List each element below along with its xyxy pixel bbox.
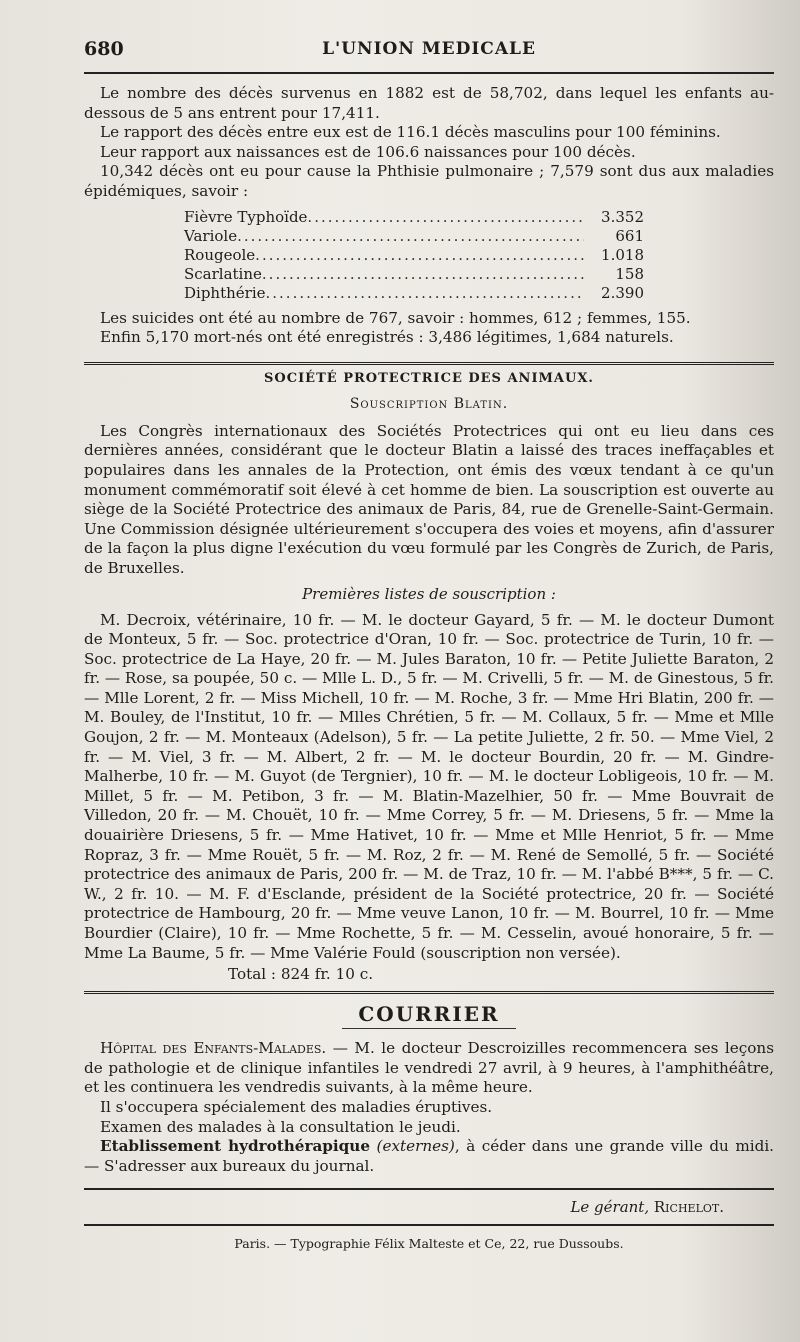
dot-leader [237, 227, 584, 246]
society-title: SOCIÉTÉ PROTECTRICE DES ANIMAUX. [264, 370, 594, 386]
courrier-title: COURRIER [342, 1002, 515, 1029]
disease-label: Diphthérie [184, 283, 266, 302]
stats-paragraph-phthisis: 10,342 décès ont eu pour cause la Phthisie pulmonaire ; 7,579 sont dus aux maladies épidémiques, savoir : [84, 162, 774, 200]
hydrotherapy-ad [84, 1137, 774, 1176]
courrier-paragraph-exam: Examen des malades à la consultation le jeudi. [100, 1117, 461, 1136]
ad-text: , à céder dans une grande ville du midi. — S'adresser aux bureaux du journal. [84, 1137, 775, 1175]
running-title: L'UNION MEDICALE [322, 39, 536, 59]
imprint-rule [84, 1224, 774, 1226]
disease-value: 661 [615, 226, 644, 245]
dot-leader [307, 208, 584, 227]
section-divider [84, 991, 774, 994]
signature-name: Richelot. [653, 1198, 724, 1217]
courrier-title-wrap [84, 1002, 774, 1029]
disease-table [184, 208, 644, 303]
courrier-paragraph-eruptive: Il s'occupera spécialement des maladies éruptives. [100, 1097, 493, 1116]
hospital-name: Hôpital des Enfants-Malades. [100, 1039, 327, 1058]
subscription-title: Souscription Blatin. [349, 395, 509, 412]
page-header [84, 34, 774, 68]
stats-paragraph-ratio: Le rapport des décès entre eux est de 116.1 décès masculins pour 100 féminins. [100, 123, 721, 142]
header-rule [84, 72, 774, 74]
subscription-list-title: Premières listes de souscription : [302, 584, 556, 603]
hospital-notice [84, 1039, 774, 1098]
disease-row [184, 265, 644, 284]
disease-label: Rougeole [184, 245, 256, 264]
page-content [84, 34, 774, 1251]
disease-row [184, 246, 644, 265]
printer-imprint: Paris. — Typographie Félix Malteste et Ce, 22, rue Dussoubs. [234, 1236, 624, 1252]
disease-label: Scarlatine [184, 264, 262, 283]
disease-row [184, 227, 644, 246]
disease-value: 2.390 [601, 283, 644, 302]
disease-row [184, 208, 644, 227]
stats-paragraph-births: Leur rapport aux naissances est de 106.6 naissances pour 100 décès. [100, 142, 636, 161]
signature [84, 1198, 724, 1216]
disease-value: 3.352 [601, 207, 644, 226]
footer-rule [84, 1188, 774, 1190]
disease-value: 1.018 [601, 245, 644, 264]
disease-label: Variole [184, 226, 238, 245]
signature-role: Le gérant, [570, 1198, 650, 1217]
dot-leader [262, 265, 584, 284]
hospital-text: — M. le docteur Descroizilles recommencera ses leçons de pathologie et de clinique infantiles le vendredi 27 avril, à 9 heures, à l'amphithéâtre, et les continuera les vendredis suivants, à la même heure. [84, 1039, 774, 1097]
courrier-section [84, 1002, 774, 1176]
disease-label: Fièvre Typhoïde [184, 207, 308, 226]
subscription-list: M. Decroix, vétérinaire, 10 fr. — M. le docteur Gayard, 5 fr. — M. le docteur Dumont de Monteux, 5 fr. — Soc. protectrice d'Oran, 10 fr. — Soc. protectrice de Turin, 10 fr. — Soc. protectrice de La Haye, 20 fr. — M. Jules Baraton, 10 fr. — Petite Juliette Baraton, 2 fr. — Rose, sa poupée, 50 c. — Mlle L. D., 5 fr. — M. Crivelli, 5 fr. — M. de Ginestous, 5 fr. — Mlle Lorent, 2 fr. — Miss Michell, 10 fr. — M. Roche, 3 fr. — Mme Hri Blatin, 200 fr. — M. Bouley, de l'Institut, 10 fr. — Mlles Chrétien, 5 fr. — M. Collaux, 5 fr. — Mme et Mlle Goujon, 2 fr. — M. Monteaux (Adelson), 5 fr. — La petite Juliette, 2 fr. 50. — Mme Viel, 2 fr. — M. Viel, 3 fr. — M. Albert, 2 fr. — M. le docteur Bourdin, 20 fr. — M. Gindre-Malherbe, 10 fr. — M. Guyot (de Tergnier), 10 fr. — M. le docteur Lobligeois, 10 fr. — M. Millet, 5 fr. — M. Petibon, 3 fr. — M. Blatin-Mazelhier, 50 fr. — Mme Bouvrait de Villedon, 20 fr. — M. Chouët, 10 fr. — Mme Correy, 5 fr. — M. Driesens, 5 fr. — Mme la douairière Driesens, 5 fr. — Mme Hativet, 10 fr. — Mme et Mlle Henriot, 5 fr. — Mme Ropraz, 3 fr. — Mme Rouët, 5 fr. — M. Roz, 2 fr. — M. René de Semollé, 5 fr. — Société protectrice des animaux de Paris, 200 fr. — M. de Traz, 10 fr. — M. l'abbé B***, 5 fr. — C. W., 2 fr. 10. — M. F. d'Esclande, président de la Société protectrice, 20 fr. — Société protectrice de Hambourg, 20 fr. — Mme veuve Lanon, 10 fr. — M. Bourrel, 10 fr. — Mme Bourdier (Claire), 10 fr. — Mme Rochette, 5 fr. — M. Cesselin, avoué honoraire, 5 fr. — Mme La Baume, 5 fr. — Mme Valérie Fould (souscription non versée). [84, 610, 774, 962]
ad-italic: (externes) [376, 1137, 455, 1156]
stats-paragraph-suicides: Les suicides ont été au nombre de 767, savoir : hommes, 612 ; femmes, 155. [100, 308, 691, 327]
stats-paragraph-stillborn: Enfin 5,170 mort-nés ont été enregistrés : 3,486 légitimes, 1,684 naturels. [100, 328, 674, 347]
page-number: 680 [84, 38, 124, 60]
disease-row [184, 284, 644, 303]
stats-paragraph-deaths: Le nombre des décès survenus en 1882 est de 58,702, dans lequel les enfants au-dessous de 5 ans entrent pour 17,411. [84, 84, 774, 122]
dot-leader [255, 246, 584, 265]
society-section [84, 371, 774, 983]
subscription-total: Total : 824 fr. 10 c. [228, 965, 374, 984]
society-intro: Les Congrès internationaux des Sociétés Protectrices qui ont eu lieu dans ces dernières années, considérant que le docteur Blatin a laissé des traces ineffaçables et populaires dans les annales de la Protection, ont émis des vœux tendant à ce qu'un monument commémoratif soit élevé à cet homme de bien. La souscription est ouverte au siège de la Société Protectrice des animaux de Paris, 84, rue de Grenelle-Saint-Germain. Une Commission désignée ultérieurement s'occupera des voies et moyens, afin d'assurer de la façon la plus digne l'exécution du vœu formulé par les Congrès de Zurich, de Paris, de Bruxelles. [84, 421, 774, 577]
dot-leader [266, 284, 585, 303]
ad-title: Etablissement hydrothérapique [100, 1137, 371, 1156]
disease-value: 158 [615, 264, 644, 283]
section-divider [84, 362, 774, 365]
stats-section [84, 84, 774, 348]
